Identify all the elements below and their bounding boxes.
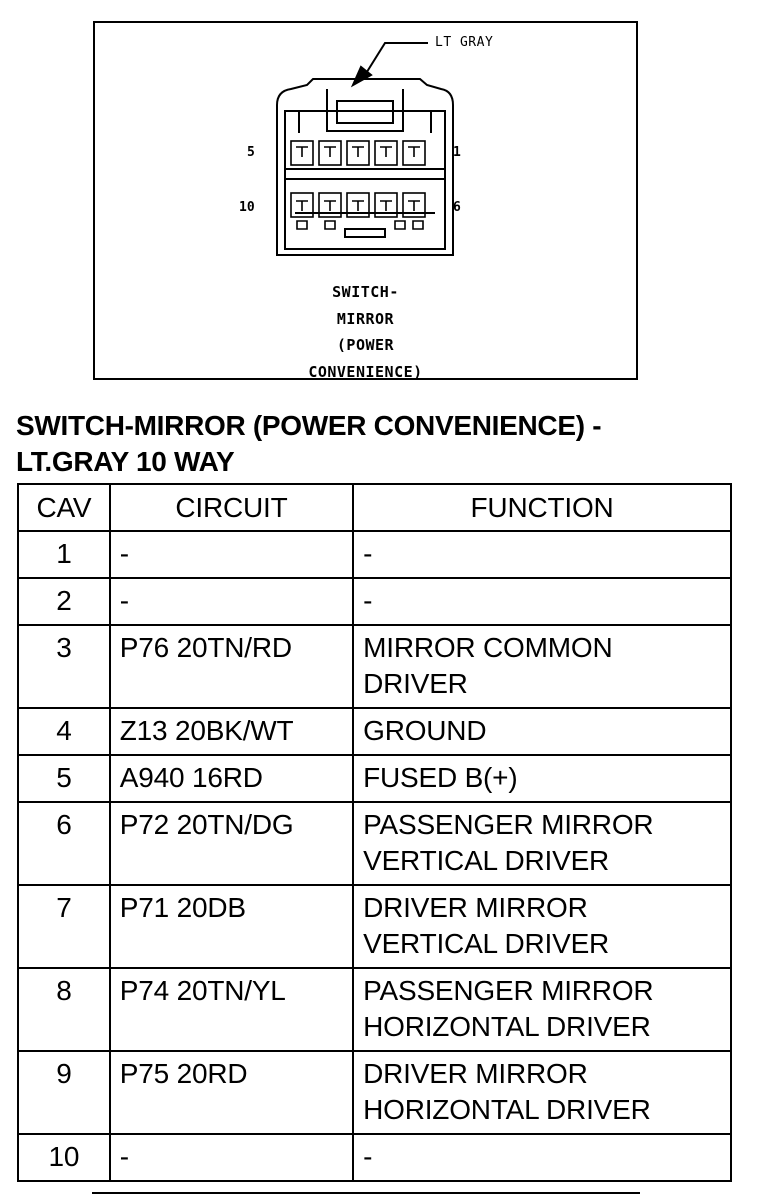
function-line: PASSENGER MIRROR xyxy=(363,809,654,840)
table-row xyxy=(18,708,731,755)
cell-function xyxy=(353,755,731,802)
table-row xyxy=(18,625,731,708)
caption-line: MIRROR xyxy=(336,309,395,328)
title-line: SWITCH-MIRROR (POWER CONVENIENCE) - xyxy=(16,410,602,441)
pin-label-10: 10 xyxy=(239,200,255,215)
table-row xyxy=(18,1051,731,1134)
cell-circuit: A940 16RD xyxy=(110,755,353,802)
pinout-table xyxy=(17,483,732,1182)
cell-cav: 2 xyxy=(18,578,110,625)
title-line: LT.GRAY 10 WAY xyxy=(16,446,235,477)
function-line: DRIVER MIRROR xyxy=(363,892,588,923)
table-row xyxy=(18,968,731,1051)
header-circuit: CIRCUIT xyxy=(110,484,353,531)
function-line: MIRROR COMMON xyxy=(363,632,613,663)
function-line: HORIZONTAL DRIVER xyxy=(363,1094,651,1125)
color-label: LT GRAY xyxy=(435,35,494,50)
cell-function xyxy=(353,1134,731,1181)
function-line: VERTICAL DRIVER xyxy=(363,928,610,959)
cell-circuit: P71 20DB xyxy=(110,885,353,968)
cell-cav: 5 xyxy=(18,755,110,802)
cell-function xyxy=(353,968,731,1051)
function-line: DRIVER MIRROR xyxy=(363,1058,588,1089)
caption-line: (POWER xyxy=(336,336,395,354)
header-cav: CAV xyxy=(18,484,110,531)
pin-label-1: 1 xyxy=(453,145,461,160)
cell-cav: 8 xyxy=(18,968,110,1051)
table-row xyxy=(18,885,731,968)
function-line: - xyxy=(363,1141,373,1172)
cell-cav: 3 xyxy=(18,625,110,708)
cell-cav: 7 xyxy=(18,885,110,968)
cell-function xyxy=(353,708,731,755)
function-line: HORIZONTAL DRIVER xyxy=(363,1011,651,1042)
function-line: VERTICAL DRIVER xyxy=(363,845,610,876)
table-header-row xyxy=(18,484,731,531)
footer-divider xyxy=(92,1192,640,1194)
cell-circuit: - xyxy=(110,531,353,578)
table-row xyxy=(18,1134,731,1181)
cell-circuit: - xyxy=(110,1134,353,1181)
function-line: FUSED B(+) xyxy=(363,762,518,793)
connector-diagram xyxy=(93,21,638,380)
cell-cav: 9 xyxy=(18,1051,110,1134)
pin-label-5: 5 xyxy=(247,145,255,160)
cell-function xyxy=(353,531,731,578)
page-title xyxy=(16,408,756,480)
table-row xyxy=(18,755,731,802)
table-body xyxy=(18,531,731,1181)
cell-cav: 10 xyxy=(18,1134,110,1181)
header-function: FUNCTION xyxy=(353,484,731,531)
cell-function xyxy=(353,578,731,625)
cell-cav: 1 xyxy=(18,531,110,578)
cell-circuit: - xyxy=(110,578,353,625)
cell-circuit: P74 20TN/YL xyxy=(110,968,353,1051)
function-line: PASSENGER MIRROR xyxy=(363,975,654,1006)
table-row xyxy=(18,802,731,885)
cell-function xyxy=(353,802,731,885)
cell-circuit: P72 20TN/DG xyxy=(110,802,353,885)
cell-function xyxy=(353,1051,731,1134)
cell-circuit: Z13 20BK/WT xyxy=(110,708,353,755)
function-line: GROUND xyxy=(363,715,487,746)
function-line: - xyxy=(363,538,373,569)
table-row xyxy=(18,578,731,625)
pin-label-6: 6 xyxy=(453,200,461,215)
cell-circuit: P75 20RD xyxy=(110,1051,353,1134)
function-line: - xyxy=(363,585,373,616)
caption-line: CONVENIENCE) xyxy=(308,362,423,381)
table-row xyxy=(18,531,731,578)
cell-circuit: P76 20TN/RD xyxy=(110,625,353,708)
cell-cav: 6 xyxy=(18,802,110,885)
cell-function xyxy=(353,625,731,708)
cell-cav: 4 xyxy=(18,708,110,755)
caption-line: SWITCH- xyxy=(332,283,399,301)
cell-function xyxy=(353,885,731,968)
diagram-caption xyxy=(95,279,636,385)
function-line: DRIVER xyxy=(363,668,468,699)
